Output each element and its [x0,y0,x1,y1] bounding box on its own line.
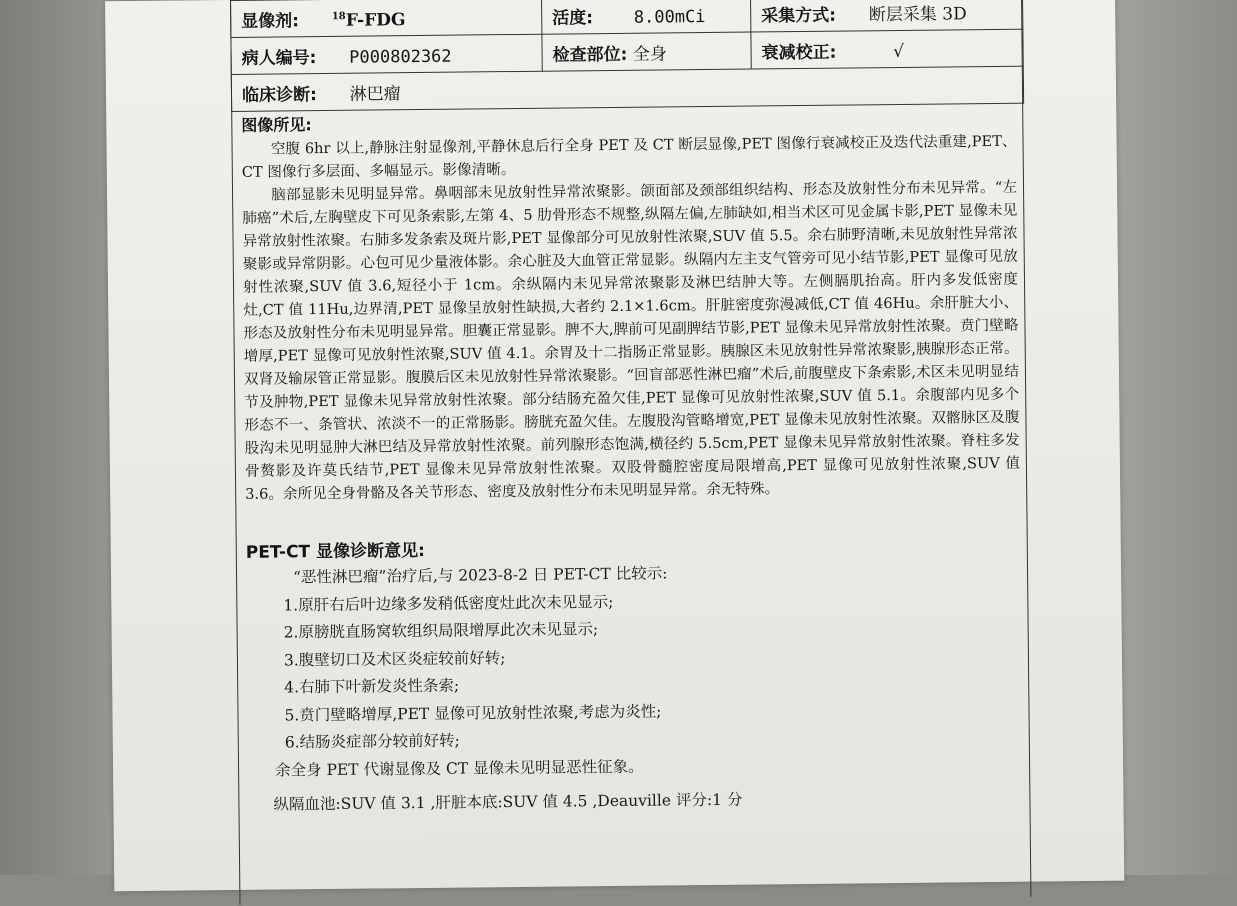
activity-cell [542,0,751,34]
findings-paragraph-1: 空腹 6hr 以上,静脉注射显像剂,平静休息后行全身 PET 及 CT 断层显像,PET 图像行衰减校正及迭代法重建,PET、CT 图像行多层面、多幅显示。影像清晰。 [241,132,1017,181]
deauville-summary: 纵隔血池:SUV 值 3.1 ,肝脏本底:SUV 值 4.5 ,Deauville 评分:1 分 [273,790,743,814]
exam-site-label: 检查部位: [552,44,628,66]
report-header-table [230,0,1024,112]
decay-cell [751,29,1023,69]
report-sheet [105,0,1124,891]
diagnosis-cell [231,66,1023,111]
patient-id-value: P000802362 [349,46,452,68]
impression-item-2: 2.原膀胱直肠窝软组织局限增厚此次未见显示; [283,620,599,642]
impression-item-4: 4.右肺下叶新发炎性条索; [284,676,460,697]
impression-closing: 余全身 PET 代谢显像及 CT 显像未见明显恶性征象。 [274,757,644,780]
findings-title: 图像所见: [241,115,312,135]
findings-body [241,130,1020,506]
impression-list [253,557,1015,785]
activity-label: 活度: [552,7,594,29]
decay-correction-check: √ [893,41,905,62]
clinical-diagnosis-label: 临床诊断: [241,84,317,106]
header-row-3 [231,66,1023,111]
tracer-mass-number: 18 [331,10,346,22]
activity-value: 8.00mCi [633,6,706,28]
acquisition-value: 断层采集 3D [868,3,967,25]
impression-item-1: 1.原肝右后叶边缘多发稍低密度灶此次未见显示; [283,592,614,614]
findings-paragraph-2: 脑部显影未见明显异常。鼻咽部未见放射性异常浓聚影。颌面部及颈部组织结构、形态及放射性分布未见异常。“左肺癌”术后,左胸壁皮下可见条索影,左第 4、5 肋骨形态不规整,纵隔左偏,左肺缺如,相当术区可见金属卡影,PET 显像未见异常放射性浓聚。右肺多发条索及斑片影,PET 显像部分可见放射性浓聚,SUV 值 5.5。余右肺野清晰,未见放射性异常浓聚影或异常阴影。心包可见少量液体影。余心脏及大血管正常显影。纵隔内左主支气管旁可见小结节影,PET 显像可见放射性浓聚,SUV 值 3.6,短径小于 1cm。余纵隔内未见异常浓聚影及淋巴结肿大等。左侧膈肌抬高。肝内多发低密度灶,CT 值 11Hu,边界清,PET 显像呈放射性缺损,大者约 2.1×1.6cm。肝脏密度弥漫减低,CT 值 46Hu。余肝脏大小、形态及放射性分布未见明显异常。胆囊正常显影。脾不大,脾前可见副脾结节影,PET 显像未见异常放射性浓聚。贲门壁略增厚,PET 显像可见放射性浓聚,SUV 值 4.1。余胃及十二指肠正常显影。胰腺区未见放射性异常浓聚影,胰腺形态正常。双肾及输尿管正常显影。腹膜后区未见放射性异常浓聚影。“回盲部恶性淋巴瘤”术后,前腹壁皮下条索影,术区未见明显结节及肿物,PET 显像未见异常放射性浓聚。部分结肠充盈欠佳,PET 显像可见放射性浓聚,SUV 值 5.1。余腹部内见多个形态不一、条管状、浓淡不一的正常肠影。膀胱充盈欠佳。左腹股沟管略增宽,PET 显像未见放射性浓聚。双髂脉区及腹股沟未见明显肿大淋巴结及异常放射性浓聚。前列腺形态饱满,横径约 5.5cm,PET 显像未见异常放射性浓聚。脊柱多发骨赘影及许莫氏结节,PET 显像未见异常放射性浓聚。双股骨髓腔密度局限增高,PET 显像可见放射性浓聚,SUV 值 3.6。余所见全身骨骼及各关节形态、密度及放射性分布未见明显异常。余无特殊。 [242,178,1021,503]
patient-cell [231,34,542,74]
tracer-label: 显像剂: [241,10,300,32]
patient-id-label: 病人编号: [241,47,317,69]
impression-item-5: 5.贲门壁略增厚,PET 显像可见放射性浓聚,考虑为炎性; [284,702,662,724]
tracer-value: F-FDG [345,9,406,31]
impression-intro: “恶性淋巴瘤”治疗后,与 2023-8-2 日 PET-CT 比较示: [292,564,668,587]
acquisition-cell [750,0,1022,32]
exam-site-value: 全身 [632,43,667,65]
impression-item-6: 6.结肠炎症部分较前好转; [284,731,460,752]
decay-correction-label: 衰减校正: [761,42,837,63]
acquisition-label: 采集方式: [761,5,837,26]
impression-item-3: 3.腹壁切口及术区炎症较前好转; [283,648,506,669]
clinical-diagnosis-value: 淋巴瘤 [349,83,401,105]
tracer-cell [231,0,542,37]
site-cell [542,32,751,71]
impression-title: PET-CT 显像诊断意见: [245,540,425,563]
